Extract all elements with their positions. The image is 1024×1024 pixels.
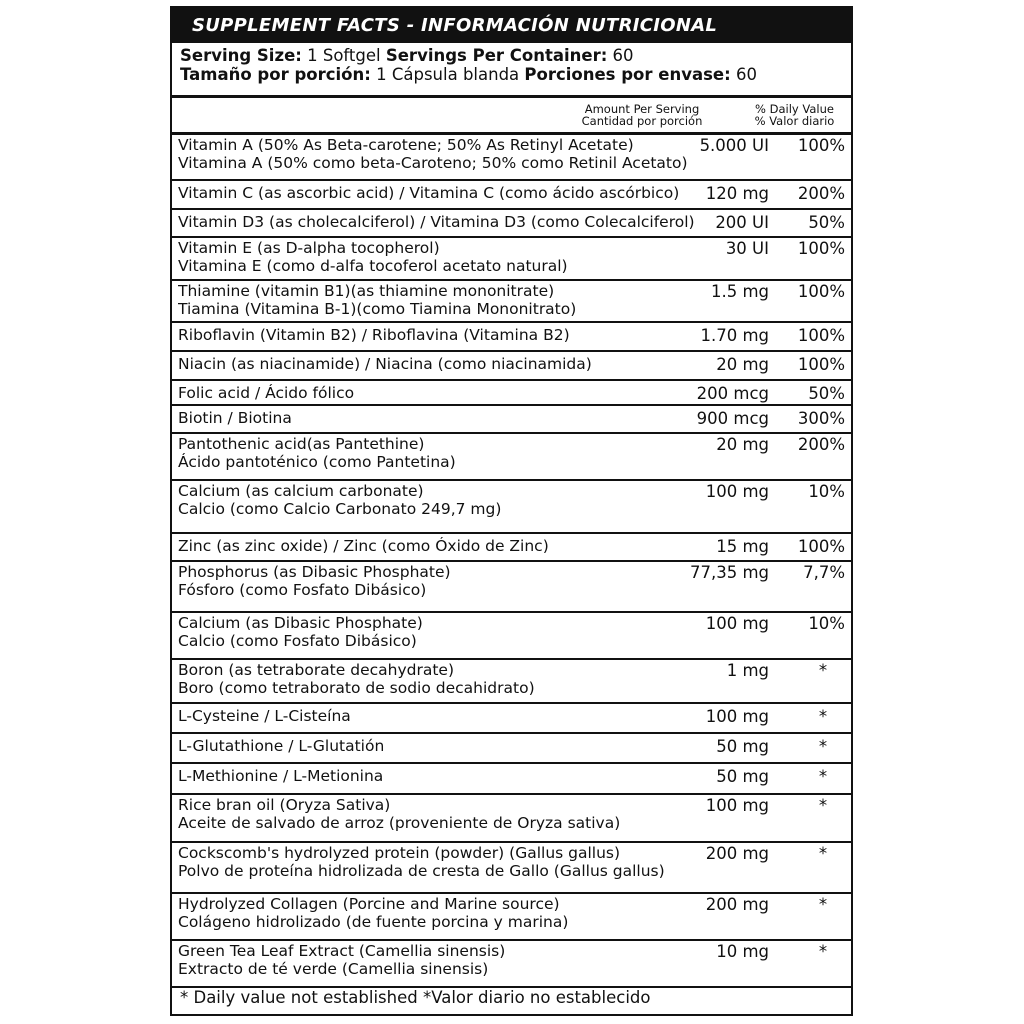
nutrient-row (172, 210, 851, 238)
nutrient-name-es: Ácido pantoténico (como Pantetina) (178, 453, 456, 471)
nutrient-name-es: Polvo de proteína hidrolizada de cresta de Gallo (Gallus gallus) (178, 862, 665, 880)
nutrient-name-en: Green Tea Leaf Extract (Camellia sinensis) (178, 942, 506, 960)
nutrient-daily-value: 200% (797, 435, 845, 454)
nutrient-name-en: Boron (as tetraborate decahydrate) (178, 661, 454, 679)
nutrient-daily-value: 100% (797, 136, 845, 155)
daily-value-column-header (742, 103, 847, 127)
nutrient-name (178, 409, 718, 427)
nutrient-daily-value: 7,7% (803, 563, 845, 582)
nutrient-amount: 10 mg (716, 942, 769, 961)
nutrient-daily-value: 50% (808, 213, 845, 232)
serving-info (172, 43, 851, 98)
nutrient-name (178, 796, 718, 832)
nutrient-name-en: Riboflavin (Vitamin B2) / Riboflavina (Vitamina B2) (178, 326, 570, 344)
nutrient-amount: 200 mcg (696, 384, 769, 403)
nutrient-amount: 20 mg (716, 355, 769, 374)
nutrient-name (178, 239, 718, 275)
nutrient-daily-value: 100% (797, 326, 845, 345)
nutrient-name (178, 844, 718, 880)
nutrient-daily-value: * (818, 895, 828, 914)
amount-header-en: Amount Per Serving (584, 102, 700, 116)
nutrient-row (172, 660, 851, 704)
nutrient-name-en: Vitamin D3 (as cholecalciferol) / Vitamina D3 (como Colecalciferol) (178, 213, 695, 231)
nutrient-name-es: Calcio (como Calcio Carbonato 249,7 mg) (178, 500, 502, 518)
panel-title: SUPPLEMENT FACTS - INFORMACIÓN NUTRICIONAL (172, 8, 851, 43)
nutrient-name (178, 213, 718, 231)
serving-line-es (180, 65, 843, 84)
nutrient-daily-value: * (818, 661, 828, 680)
nutrient-name (178, 661, 718, 697)
nutrient-row (172, 843, 851, 894)
nutrient-row (172, 381, 851, 406)
nutrient-row (172, 323, 851, 352)
nutrient-amount: 30 UI (725, 239, 769, 258)
nutrient-name-en: Calcium (as calcium carbonate) (178, 482, 424, 500)
nutrient-row (172, 352, 851, 381)
nutrient-name-es: Extracto de té verde (Camellia sinensis) (178, 960, 489, 978)
amount-column-header (567, 103, 717, 127)
nutrient-amount: 77,35 mg (689, 563, 769, 582)
nutrient-amount: 1.70 mg (700, 326, 769, 345)
nutrient-daily-value: * (818, 796, 828, 815)
nutrient-name (178, 136, 718, 172)
nutrient-row (172, 406, 851, 434)
nutrient-amount: 200 UI (715, 213, 769, 232)
nutrient-name (178, 384, 718, 402)
nutrient-daily-value: 100% (797, 239, 845, 258)
nutrient-name (178, 435, 718, 471)
nutrient-row (172, 481, 851, 534)
nutrient-name (178, 282, 718, 318)
nutrient-row (172, 613, 851, 660)
nutrient-amount: 50 mg (716, 767, 769, 786)
nutrient-amount: 15 mg (716, 537, 769, 556)
nutrient-name-es: Fósforo (como Fosfato Dibásico) (178, 581, 427, 599)
nutrient-name-en: Cockscomb's hydrolyzed protein (powder) (Gallus gallus) (178, 844, 621, 862)
nutrient-amount: 1.5 mg (710, 282, 769, 301)
nutrient-name-es: Vitamina E (como d-alfa tocoferol acetato natural) (178, 257, 568, 275)
nutrient-name-en: Pantothenic acid(as Pantethine) (178, 435, 425, 453)
nutrient-daily-value: 100% (797, 537, 845, 556)
serving-size-label: Serving Size: (180, 46, 302, 65)
nutrient-amount: 120 mg (705, 184, 769, 203)
nutrient-name-en: Calcium (as Dibasic Phosphate) (178, 614, 423, 632)
nutrient-daily-value: 100% (797, 355, 845, 374)
nutrient-name (178, 184, 718, 202)
serving-line-en (180, 46, 843, 65)
nutrient-amount: 100 mg (705, 707, 769, 726)
nutrient-row (172, 894, 851, 941)
nutrient-name (178, 737, 718, 755)
nutrient-daily-value: 10% (808, 482, 845, 501)
nutrient-name (178, 614, 718, 650)
nutrient-name-en: L-Methionine / L-Metionina (178, 767, 384, 785)
nutrient-amount: 100 mg (705, 614, 769, 633)
nutrient-amount: 200 mg (705, 844, 769, 863)
serving-size-value-es: 1 Cápsula blanda (370, 65, 525, 84)
nutrient-daily-value: * (818, 707, 828, 726)
nutrient-name-en: Folic acid / Ácido fólico (178, 384, 355, 402)
nutrient-daily-value: 10% (808, 614, 845, 633)
dv-header-es: % Valor diario (754, 114, 835, 128)
servings-per-container-label: Servings Per Container: (385, 46, 608, 65)
dv-header-en: % Daily Value (755, 102, 834, 116)
servings-per-container-value: 60 (607, 46, 634, 65)
nutrient-name-en: Thiamine (vitamin B1)(as thiamine mononitrate) (178, 282, 555, 300)
nutrient-name (178, 326, 718, 344)
nutrient-row (172, 562, 851, 613)
servings-per-container-value-es: 60 (730, 65, 757, 84)
nutrient-name-en: Hydrolyzed Collagen (Porcine and Marine source) (178, 895, 560, 913)
nutrient-name-en: Vitamin C (as ascorbic acid) / Vitamina C (como ácido ascórbico) (178, 184, 680, 202)
nutrient-name-es: Tiamina (Vitamina B-1)(como Tiamina Mononitrato) (178, 300, 577, 318)
nutrient-row (172, 281, 851, 323)
nutrient-name (178, 482, 718, 518)
nutrient-name-en: Vitamin E (as D-alpha tocopherol) (178, 239, 440, 257)
nutrient-amount: 100 mg (705, 482, 769, 501)
nutrient-row (172, 734, 851, 764)
nutrient-row (172, 181, 851, 210)
nutrient-daily-value: 300% (797, 409, 845, 428)
nutrient-name-es: Aceite de salvado de arroz (proveniente de Oryza sativa) (178, 814, 621, 832)
nutrient-name-en: L-Glutathione / L-Glutatión (178, 737, 385, 755)
nutrient-name (178, 355, 718, 373)
nutrient-row (172, 764, 851, 795)
nutrient-daily-value: 50% (808, 384, 845, 403)
nutrient-name (178, 895, 718, 931)
nutrient-row (172, 534, 851, 562)
nutrient-name-en: Rice bran oil (Oryza Sativa) (178, 796, 391, 814)
serving-size-value: 1 Softgel (301, 46, 386, 65)
column-header (172, 98, 851, 135)
nutrient-name-es: Colágeno hidrolizado (de fuente porcina y marina) (178, 913, 569, 931)
nutrient-amount: 50 mg (716, 737, 769, 756)
nutrient-row (172, 238, 851, 281)
nutrient-name-es: Calcio (como Fosfato Dibásico) (178, 632, 417, 650)
nutrient-amount: 5.000 UI (699, 136, 769, 155)
amount-header-es: Cantidad por porción (581, 114, 703, 128)
nutrient-row (172, 795, 851, 843)
nutrient-name-en: Niacin (as niacinamide) / Niacina (como niacinamida) (178, 355, 592, 373)
nutrient-name-es: Boro (como tetraborato de sodio decahidrato) (178, 679, 535, 697)
nutrient-name-en: Vitamin A (50% As Beta-carotene; 50% As Retinyl Acetate) (178, 136, 634, 154)
nutrient-daily-value: 200% (797, 184, 845, 203)
nutrient-name (178, 942, 718, 978)
nutrient-amount: 200 mg (705, 895, 769, 914)
nutrient-name (178, 537, 718, 555)
servings-per-container-label-es: Porciones por envase: (524, 65, 731, 84)
nutrient-name-en: Zinc (as zinc oxide) / Zinc (como Óxido de Zinc) (178, 537, 549, 555)
supplement-facts-panel (170, 6, 853, 1016)
serving-size-label-es: Tamaño por porción: (180, 65, 371, 84)
nutrient-daily-value: * (818, 767, 828, 786)
nutrient-daily-value: 100% (797, 282, 845, 301)
nutrient-row (172, 434, 851, 481)
nutrient-daily-value: * (818, 942, 828, 961)
nutrient-amount: 20 mg (716, 435, 769, 454)
nutrient-daily-value: * (818, 737, 828, 756)
nutrient-name-en: Phosphorus (as Dibasic Phosphate) (178, 563, 451, 581)
nutrient-name (178, 707, 718, 725)
nutrient-amount: 100 mg (705, 796, 769, 815)
nutrient-row (172, 704, 851, 734)
nutrient-name (178, 563, 718, 599)
nutrient-daily-value: * (818, 844, 828, 863)
footnote: * Daily value not established *Valor diario no establecido (180, 988, 651, 1007)
nutrient-row (172, 135, 851, 181)
nutrient-amount: 1 mg (726, 661, 769, 680)
nutrient-amount: 900 mcg (696, 409, 769, 428)
nutrient-name (178, 767, 718, 785)
nutrient-name-es: Vitamina A (50% como beta-Caroteno; 50% como Retinil Acetato) (178, 154, 688, 172)
nutrient-name-en: Biotin / Biotina (178, 409, 292, 427)
nutrient-name-en: L-Cysteine / L-Cisteína (178, 707, 351, 725)
